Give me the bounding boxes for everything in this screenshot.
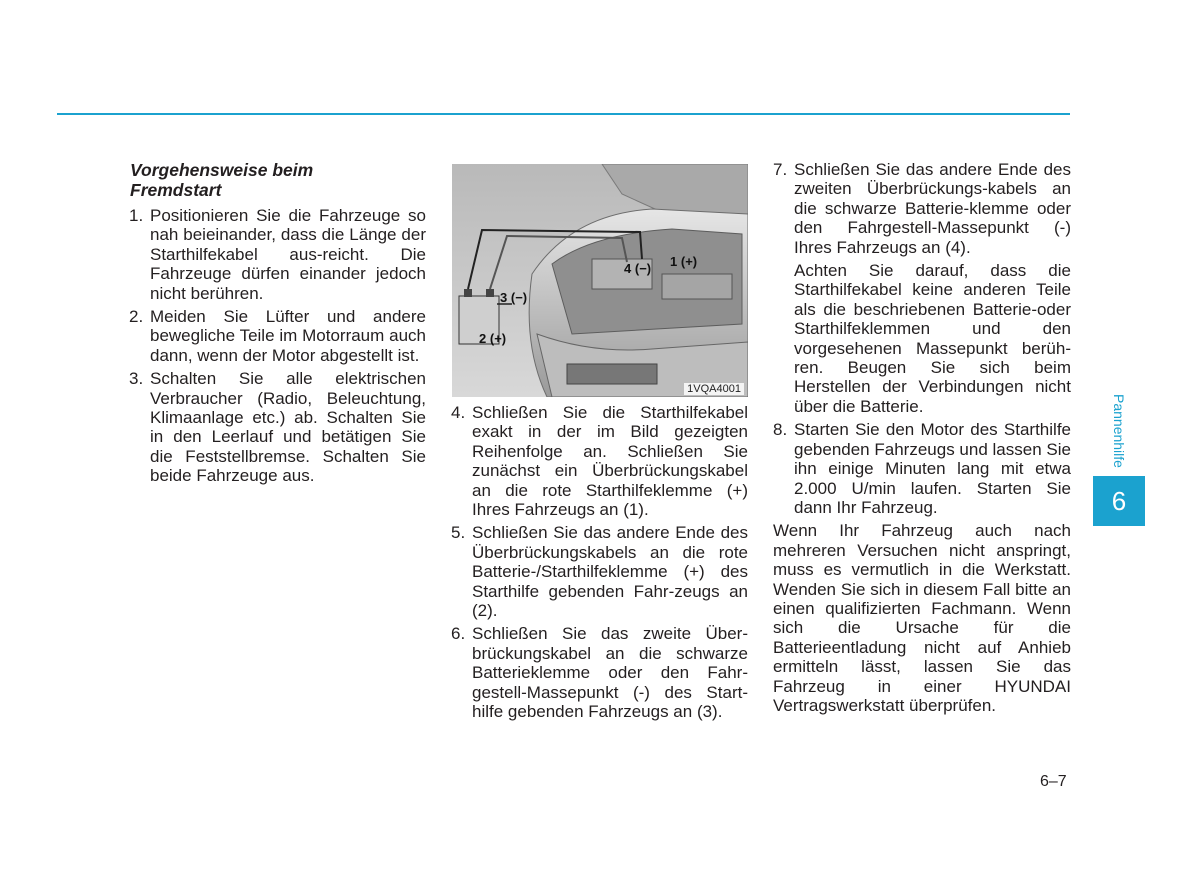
list-item xyxy=(773,420,1071,517)
chapter-number-tab: 6 xyxy=(1093,476,1145,526)
item-number: 1. xyxy=(129,206,144,225)
item-number: 7. xyxy=(773,160,788,179)
item-text: Schließen Sie das zweite Über-brückungskabel an die schwarze Batterieklemme oder den Fahr-gestell-Massepunkt (-) des Start-hilfe gebenden Fahrzeugs an (3). xyxy=(472,624,748,722)
item-text: Starten Sie den Motor des Starthilfe gebenden Fahrzeugs und lassen Sie ihn einige Minuten lang mit etwa 2.000 U/min laufen. Starten Sie dann Ihr Fahrzeug. xyxy=(794,420,1071,517)
item-text: Schließen Sie die Starthilfekabel exakt in der im Bild gezeigten Reihenfolge an. Schließen Sie zunächst ein Überbrückungskabel an die rote Starthilfeklemme (+) Ihres Fahrzeugs an (1). xyxy=(472,403,748,520)
item-text: Positionieren Sie die Fahrzeuge so nah beieinander, dass die Länge der Starthilfekabel aus-reicht. Die Fahrzeuge dürfen einander jedoch nicht berühren. xyxy=(150,206,426,303)
jump-start-illustration xyxy=(452,164,748,397)
item-number: 8. xyxy=(773,420,788,440)
section-heading xyxy=(130,160,426,200)
list-item xyxy=(129,369,426,485)
item-text: Schließen Sie das andere Ende des zweiten Überbrückungs-kabels an die schwarze Batterie-klemme oder den Fahrgestell-Massepunkt (-) Ihres Fahrzeugs an (4). xyxy=(794,160,1071,257)
column-middle xyxy=(451,403,748,726)
list-item xyxy=(129,206,426,303)
chapter-side-label: Pannenhilfe xyxy=(1111,394,1127,468)
figure-code: 1VQA4001 xyxy=(684,383,744,395)
list-item xyxy=(451,523,748,620)
item-number: 5. xyxy=(451,523,466,543)
item-text: Schließen Sie das andere Ende des Überbrückungskabels an die rote Batterie-/Starthilfeklemme (+) des Starthilfe gebenden Fahr-zeugs an (2). xyxy=(472,523,748,621)
list-item xyxy=(451,624,748,721)
item-number: 2. xyxy=(129,307,144,327)
item-text: Meiden Sie Lüfter und andere bewegliche Teile im Motorraum auch dann, wenn der Motor abgestellt ist. xyxy=(150,307,426,365)
section-heading-line1: Vorgehensweise beim xyxy=(130,160,314,180)
item-number: 4. xyxy=(451,403,466,422)
item-number: 3. xyxy=(129,369,144,389)
closing-paragraph: Wenn Ihr Fahrzeug auch nach mehreren Versuchen nicht anspringt, muss es vermutlich in die Werkstatt. Wenden Sie sich in diesem Fall bitte an einen qualifizierten Fachmann. Wenn sich die Ursache für die Batterieentladung nicht auf Anhieb ermitteln lässt, lassen Sie das Fahrzeug in einer HYUNDAI Vertragswerkstatt überprüfen. xyxy=(773,521,1071,715)
engine-bay-drawing xyxy=(452,164,748,397)
header-rule xyxy=(57,113,1070,115)
list-item xyxy=(129,307,426,365)
warning-note: Achten Sie darauf, dass die Starthilfekabel keine anderen Teile als die beschriebenen Batterie-oder Starthilfeklemmen und den vorgesehenen Massepunkt berüh-ren. Beugen Sie sich beim Herstellen der Verbindungen nicht über die Batterie. xyxy=(794,261,1071,416)
column-left xyxy=(129,160,426,490)
label-1: 1 (+) xyxy=(670,254,698,269)
label-3: 3 (−) xyxy=(500,290,528,305)
section-heading-line2: Fremdstart xyxy=(130,180,222,200)
list-item xyxy=(773,160,1071,257)
list-item xyxy=(451,403,748,519)
column-right xyxy=(773,160,1071,715)
item-number: 6. xyxy=(451,624,466,644)
label-4: 4 (−) xyxy=(624,261,652,276)
page-number: 6–7 xyxy=(1040,773,1067,790)
item-text: Schalten Sie alle elektrischen Verbraucher (Radio, Beleuchtung, Klimaanlage etc.) ab. Schalten Sie in den Leerlauf und betätigen Sie die Feststellbremse. Schalten Sie beide Fahrzeuge aus. xyxy=(150,369,426,486)
label-2: 2 (+) xyxy=(479,331,507,346)
